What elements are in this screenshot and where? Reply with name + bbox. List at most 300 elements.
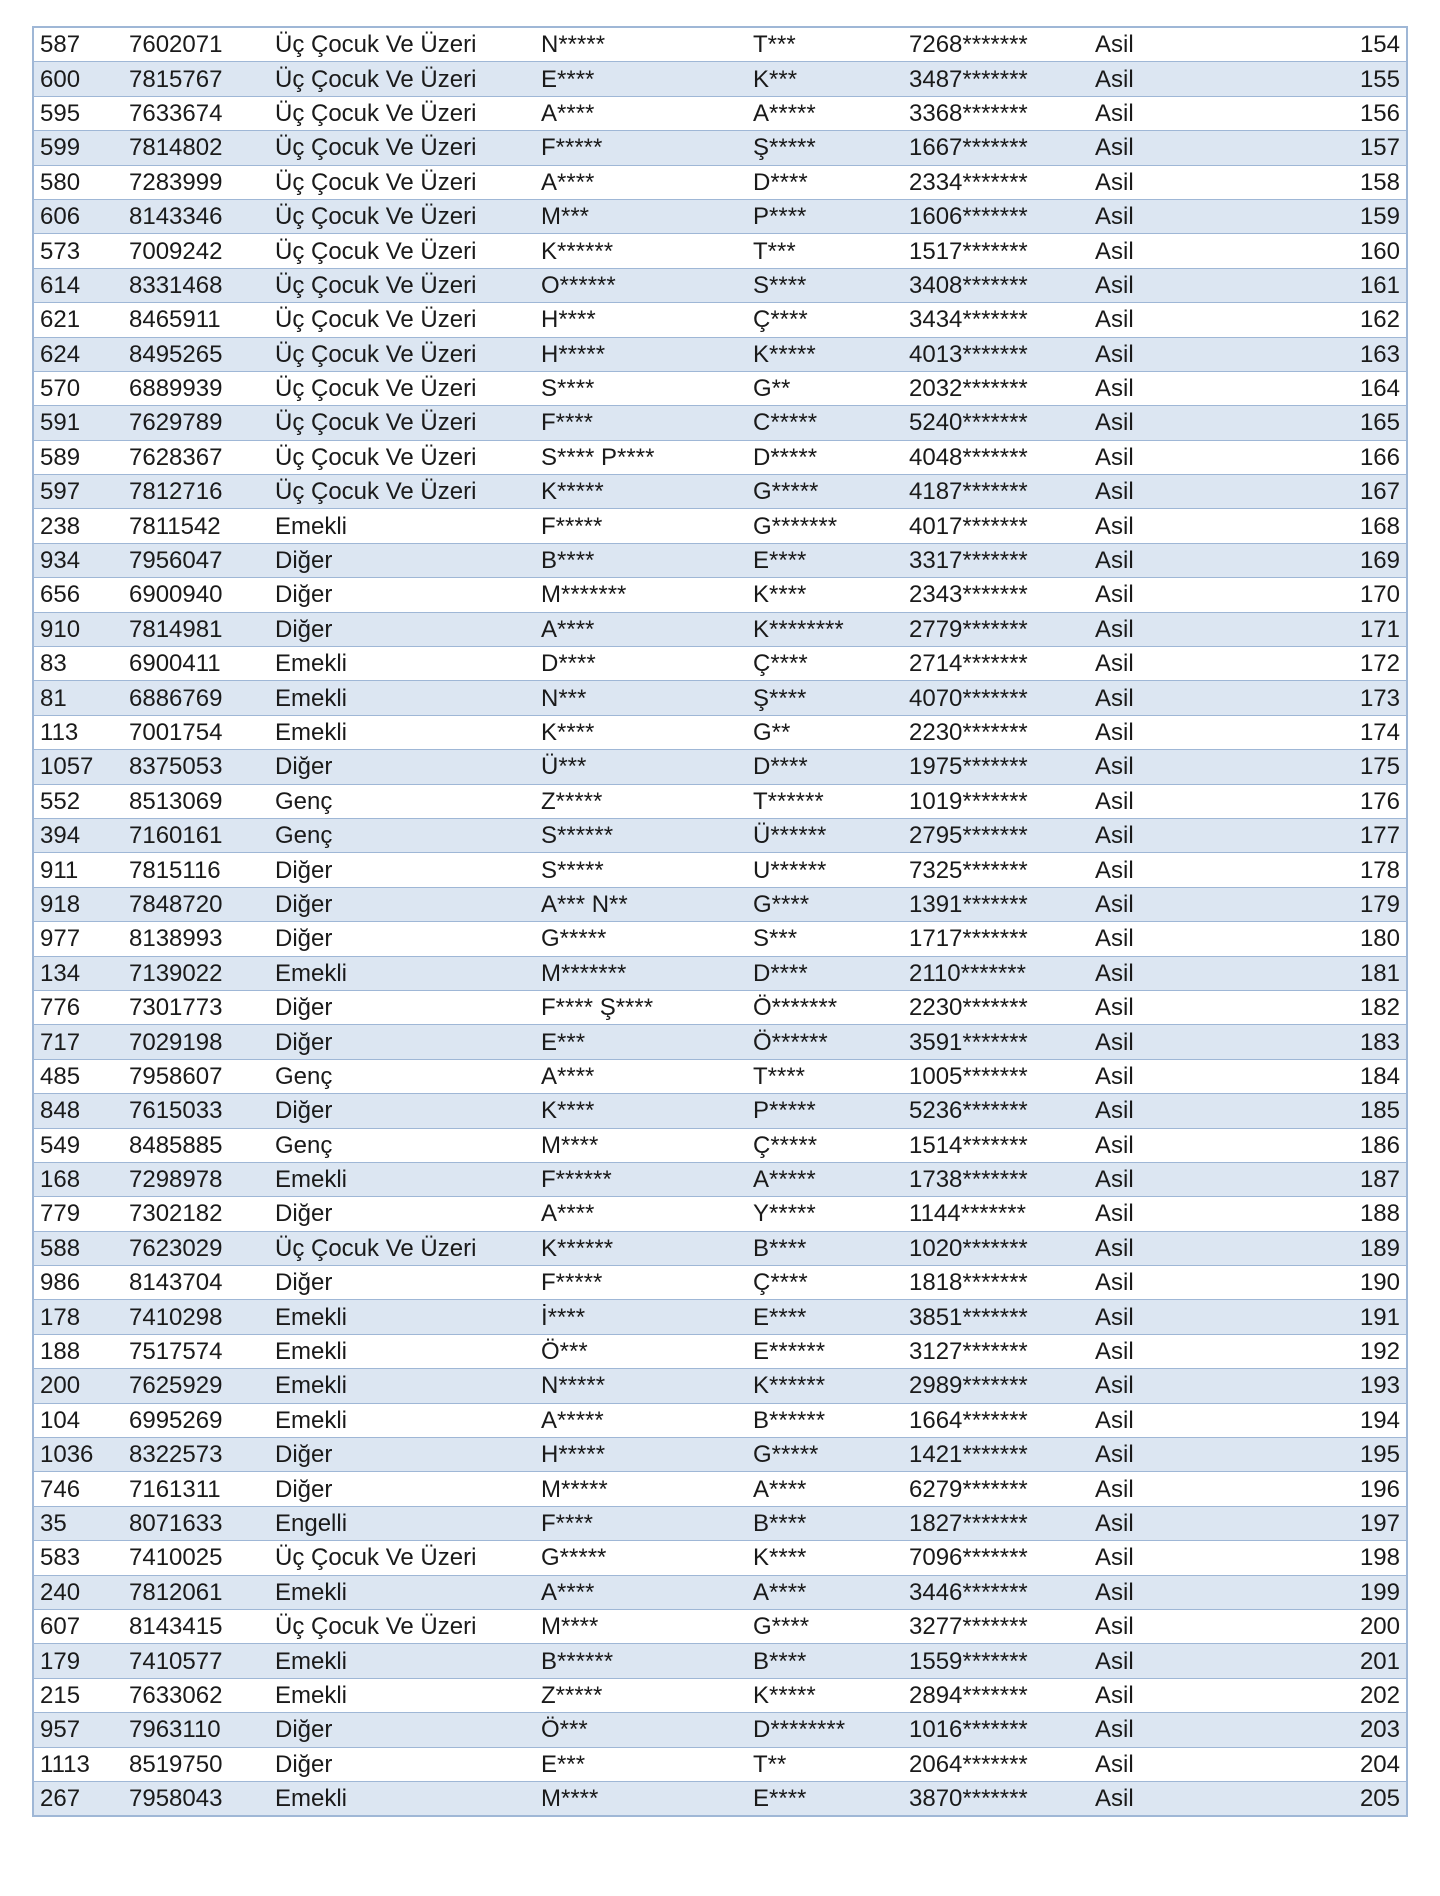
- cell-order-no: 168: [1269, 509, 1407, 543]
- table-row: [33, 681, 1407, 715]
- cell-id-number-masked: 2779*******: [903, 612, 1089, 646]
- results-sheet: [32, 26, 1406, 1817]
- cell-id-number-masked: 2795*******: [903, 818, 1089, 852]
- cell-id-number-masked: 1827*******: [903, 1506, 1089, 1540]
- cell-last-name-masked: K*****: [747, 337, 903, 371]
- cell-first-name-masked: İ****: [535, 1300, 747, 1334]
- cell-last-name-masked: P****: [747, 199, 903, 233]
- table-row: [33, 1506, 1407, 1540]
- cell-order-no: 195: [1269, 1438, 1407, 1472]
- table-row: [33, 543, 1407, 577]
- cell-id-number-masked: 1391*******: [903, 887, 1089, 921]
- cell-reference-no: 6995269: [123, 1403, 269, 1437]
- cell-order-no: 205: [1269, 1781, 1407, 1816]
- cell-first-name-masked: Ö***: [535, 1334, 747, 1368]
- cell-first-name-masked: M*******: [535, 956, 747, 990]
- cell-first-name-masked: Ü***: [535, 750, 747, 784]
- cell-first-name-masked: N***: [535, 681, 747, 715]
- cell-last-name-masked: E****: [747, 543, 903, 577]
- cell-first-name-masked: M****: [535, 1781, 747, 1816]
- cell-first-name-masked: A*****: [535, 1403, 747, 1437]
- cell-id-number-masked: 2230*******: [903, 990, 1089, 1024]
- cell-last-name-masked: E****: [747, 1300, 903, 1334]
- cell-last-name-masked: B****: [747, 1506, 903, 1540]
- cell-id-number-masked: 1016*******: [903, 1713, 1089, 1747]
- cell-id-number-masked: 2989*******: [903, 1369, 1089, 1403]
- cell-last-name-masked: G*****: [747, 475, 903, 509]
- cell-application-no: 549: [33, 1128, 123, 1162]
- cell-status: Asil: [1089, 509, 1269, 543]
- cell-reference-no: 8519750: [123, 1747, 269, 1781]
- cell-last-name-masked: A*****: [747, 1162, 903, 1196]
- cell-status: Asil: [1089, 1506, 1269, 1540]
- cell-order-no: 192: [1269, 1334, 1407, 1368]
- cell-id-number-masked: 3591*******: [903, 1025, 1089, 1059]
- cell-reference-no: 7161311: [123, 1472, 269, 1506]
- cell-reference-no: 6886769: [123, 681, 269, 715]
- cell-status: Asil: [1089, 165, 1269, 199]
- table-row: [33, 1369, 1407, 1403]
- cell-reference-no: 7848720: [123, 887, 269, 921]
- cell-status: Asil: [1089, 1403, 1269, 1437]
- cell-order-no: 186: [1269, 1128, 1407, 1162]
- cell-reference-no: 7956047: [123, 543, 269, 577]
- cell-category: Genç: [269, 1059, 535, 1093]
- cell-application-no: 178: [33, 1300, 123, 1334]
- cell-status: Asil: [1089, 303, 1269, 337]
- cell-order-no: 199: [1269, 1575, 1407, 1609]
- cell-category: Üç Çocuk Ve Üzeri: [269, 62, 535, 96]
- cell-application-no: 600: [33, 62, 123, 96]
- cell-category: Üç Çocuk Ve Üzeri: [269, 371, 535, 405]
- cell-status: Asil: [1089, 543, 1269, 577]
- table-row: [33, 612, 1407, 646]
- cell-id-number-masked: 2334*******: [903, 165, 1089, 199]
- cell-order-no: 161: [1269, 268, 1407, 302]
- cell-category: Üç Çocuk Ve Üzeri: [269, 337, 535, 371]
- cell-reference-no: 8375053: [123, 750, 269, 784]
- cell-order-no: 167: [1269, 475, 1407, 509]
- cell-application-no: 776: [33, 990, 123, 1024]
- cell-category: Genç: [269, 818, 535, 852]
- table-row: [33, 922, 1407, 956]
- cell-application-no: 113: [33, 715, 123, 749]
- cell-id-number-masked: 1421*******: [903, 1438, 1089, 1472]
- cell-application-no: 1113: [33, 1747, 123, 1781]
- cell-status: Asil: [1089, 27, 1269, 62]
- cell-order-no: 193: [1269, 1369, 1407, 1403]
- cell-first-name-masked: M*****: [535, 1472, 747, 1506]
- cell-first-name-masked: H*****: [535, 337, 747, 371]
- cell-last-name-masked: D****: [747, 165, 903, 199]
- cell-category: Üç Çocuk Ve Üzeri: [269, 27, 535, 62]
- table-row: [33, 990, 1407, 1024]
- cell-last-name-masked: U******: [747, 853, 903, 887]
- cell-first-name-masked: Z*****: [535, 1678, 747, 1712]
- cell-application-no: 918: [33, 887, 123, 921]
- cell-status: Asil: [1089, 1747, 1269, 1781]
- table-row: [33, 406, 1407, 440]
- cell-order-no: 159: [1269, 199, 1407, 233]
- cell-application-no: 188: [33, 1334, 123, 1368]
- cell-last-name-masked: E****: [747, 1781, 903, 1816]
- cell-last-name-masked: Ş****: [747, 681, 903, 715]
- cell-application-no: 1036: [33, 1438, 123, 1472]
- cell-id-number-masked: 3446*******: [903, 1575, 1089, 1609]
- cell-reference-no: 7628367: [123, 440, 269, 474]
- cell-first-name-masked: N*****: [535, 27, 747, 62]
- table-row: [33, 337, 1407, 371]
- cell-order-no: 175: [1269, 750, 1407, 784]
- cell-status: Asil: [1089, 440, 1269, 474]
- cell-last-name-masked: T******: [747, 784, 903, 818]
- table-body: [33, 27, 1407, 1816]
- cell-first-name-masked: S****: [535, 371, 747, 405]
- cell-first-name-masked: M****: [535, 1128, 747, 1162]
- cell-first-name-masked: F*****: [535, 131, 747, 165]
- cell-id-number-masked: 7096*******: [903, 1541, 1089, 1575]
- cell-first-name-masked: Z*****: [535, 784, 747, 818]
- cell-status: Asil: [1089, 1128, 1269, 1162]
- cell-first-name-masked: F**** Ş****: [535, 990, 747, 1024]
- cell-category: Diğer: [269, 1266, 535, 1300]
- cell-status: Asil: [1089, 234, 1269, 268]
- cell-status: Asil: [1089, 784, 1269, 818]
- cell-category: Genç: [269, 1128, 535, 1162]
- cell-status: Asil: [1089, 853, 1269, 887]
- cell-reference-no: 8495265: [123, 337, 269, 371]
- cell-first-name-masked: A****: [535, 612, 747, 646]
- cell-reference-no: 7623029: [123, 1231, 269, 1265]
- cell-id-number-masked: 1517*******: [903, 234, 1089, 268]
- cell-application-no: 1057: [33, 750, 123, 784]
- cell-application-no: 656: [33, 578, 123, 612]
- table-row: [33, 1438, 1407, 1472]
- cell-last-name-masked: C*****: [747, 406, 903, 440]
- cell-id-number-masked: 3317*******: [903, 543, 1089, 577]
- cell-first-name-masked: B******: [535, 1644, 747, 1678]
- cell-category: Üç Çocuk Ve Üzeri: [269, 1609, 535, 1643]
- cell-last-name-masked: S***: [747, 922, 903, 956]
- cell-application-no: 624: [33, 337, 123, 371]
- cell-status: Asil: [1089, 1541, 1269, 1575]
- table-row: [33, 131, 1407, 165]
- cell-reference-no: 8513069: [123, 784, 269, 818]
- cell-status: Asil: [1089, 1609, 1269, 1643]
- table-row: [33, 853, 1407, 887]
- cell-category: Emekli: [269, 1403, 535, 1437]
- cell-reference-no: 8143415: [123, 1609, 269, 1643]
- cell-category: Üç Çocuk Ve Üzeri: [269, 475, 535, 509]
- cell-application-no: 104: [33, 1403, 123, 1437]
- table-row: [33, 1678, 1407, 1712]
- cell-category: Emekli: [269, 1369, 535, 1403]
- table-row: [33, 62, 1407, 96]
- table-row: [33, 96, 1407, 130]
- cell-status: Asil: [1089, 887, 1269, 921]
- table-row: [33, 199, 1407, 233]
- cell-reference-no: 7410025: [123, 1541, 269, 1575]
- table-row: [33, 1403, 1407, 1437]
- cell-application-no: 485: [33, 1059, 123, 1093]
- cell-reference-no: 8143346: [123, 199, 269, 233]
- cell-id-number-masked: 2714*******: [903, 647, 1089, 681]
- cell-status: Asil: [1089, 578, 1269, 612]
- cell-order-no: 172: [1269, 647, 1407, 681]
- table-row: [33, 647, 1407, 681]
- cell-status: Asil: [1089, 715, 1269, 749]
- cell-application-no: 81: [33, 681, 123, 715]
- cell-id-number-masked: 2110*******: [903, 956, 1089, 990]
- cell-order-no: 185: [1269, 1094, 1407, 1128]
- cell-order-no: 157: [1269, 131, 1407, 165]
- cell-category: Üç Çocuk Ve Üzeri: [269, 440, 535, 474]
- table-row: [33, 578, 1407, 612]
- cell-order-no: 204: [1269, 1747, 1407, 1781]
- cell-last-name-masked: T**: [747, 1747, 903, 1781]
- cell-application-no: 934: [33, 543, 123, 577]
- table-row: [33, 784, 1407, 818]
- cell-order-no: 177: [1269, 818, 1407, 852]
- cell-order-no: 166: [1269, 440, 1407, 474]
- cell-first-name-masked: S******: [535, 818, 747, 852]
- cell-last-name-masked: G**: [747, 715, 903, 749]
- cell-last-name-masked: Ö*******: [747, 990, 903, 1024]
- cell-order-no: 183: [1269, 1025, 1407, 1059]
- cell-id-number-masked: 7268*******: [903, 27, 1089, 62]
- cell-reference-no: 7814802: [123, 131, 269, 165]
- cell-reference-no: 7633062: [123, 1678, 269, 1712]
- table-row: [33, 818, 1407, 852]
- cell-id-number-masked: 4013*******: [903, 337, 1089, 371]
- cell-reference-no: 7625929: [123, 1369, 269, 1403]
- table-row: [33, 1025, 1407, 1059]
- cell-category: Diğer: [269, 1025, 535, 1059]
- cell-order-no: 171: [1269, 612, 1407, 646]
- table-row: [33, 1162, 1407, 1196]
- cell-category: Emekli: [269, 509, 535, 543]
- cell-status: Asil: [1089, 1059, 1269, 1093]
- table-row: [33, 268, 1407, 302]
- cell-status: Asil: [1089, 96, 1269, 130]
- cell-last-name-masked: Ç****: [747, 1266, 903, 1300]
- cell-order-no: 202: [1269, 1678, 1407, 1712]
- table-row: [33, 1541, 1407, 1575]
- cell-order-no: 196: [1269, 1472, 1407, 1506]
- cell-application-no: 910: [33, 612, 123, 646]
- cell-last-name-masked: K******: [747, 1369, 903, 1403]
- cell-category: Emekli: [269, 956, 535, 990]
- cell-reference-no: 7160161: [123, 818, 269, 852]
- cell-last-name-masked: Ç****: [747, 303, 903, 337]
- table-row: [33, 1094, 1407, 1128]
- cell-first-name-masked: A****: [535, 1575, 747, 1609]
- cell-category: Diğer: [269, 853, 535, 887]
- cell-status: Asil: [1089, 1231, 1269, 1265]
- cell-reference-no: 8143704: [123, 1266, 269, 1300]
- cell-first-name-masked: F****: [535, 1506, 747, 1540]
- cell-id-number-masked: 1738*******: [903, 1162, 1089, 1196]
- cell-reference-no: 8331468: [123, 268, 269, 302]
- cell-last-name-masked: A*****: [747, 96, 903, 130]
- cell-application-no: 621: [33, 303, 123, 337]
- cell-order-no: 178: [1269, 853, 1407, 887]
- cell-order-no: 190: [1269, 1266, 1407, 1300]
- cell-id-number-masked: 3870*******: [903, 1781, 1089, 1816]
- table-row: [33, 1197, 1407, 1231]
- cell-status: Asil: [1089, 1713, 1269, 1747]
- cell-last-name-masked: D*****: [747, 440, 903, 474]
- cell-status: Asil: [1089, 647, 1269, 681]
- cell-reference-no: 8322573: [123, 1438, 269, 1472]
- cell-id-number-masked: 3408*******: [903, 268, 1089, 302]
- cell-application-no: 215: [33, 1678, 123, 1712]
- table-row: [33, 1575, 1407, 1609]
- cell-first-name-masked: F*****: [535, 509, 747, 543]
- cell-application-no: 83: [33, 647, 123, 681]
- cell-application-no: 588: [33, 1231, 123, 1265]
- table-row: [33, 1472, 1407, 1506]
- cell-first-name-masked: K******: [535, 234, 747, 268]
- cell-order-no: 173: [1269, 681, 1407, 715]
- table-row: [33, 1644, 1407, 1678]
- cell-order-no: 203: [1269, 1713, 1407, 1747]
- cell-reference-no: 6889939: [123, 371, 269, 405]
- cell-category: Üç Çocuk Ve Üzeri: [269, 303, 535, 337]
- cell-reference-no: 7958043: [123, 1781, 269, 1816]
- cell-id-number-masked: 2064*******: [903, 1747, 1089, 1781]
- cell-last-name-masked: G**: [747, 371, 903, 405]
- cell-last-name-masked: S****: [747, 268, 903, 302]
- cell-application-no: 587: [33, 27, 123, 62]
- cell-application-no: 168: [33, 1162, 123, 1196]
- cell-order-no: 174: [1269, 715, 1407, 749]
- cell-status: Asil: [1089, 1369, 1269, 1403]
- cell-application-no: 986: [33, 1266, 123, 1300]
- cell-category: Diğer: [269, 887, 535, 921]
- cell-status: Asil: [1089, 1094, 1269, 1128]
- cell-first-name-masked: D****: [535, 647, 747, 681]
- cell-status: Asil: [1089, 62, 1269, 96]
- cell-reference-no: 7811542: [123, 509, 269, 543]
- cell-category: Diğer: [269, 1438, 535, 1472]
- cell-category: Emekli: [269, 1300, 535, 1334]
- cell-application-no: 570: [33, 371, 123, 405]
- cell-id-number-masked: 1514*******: [903, 1128, 1089, 1162]
- cell-first-name-masked: S**** P****: [535, 440, 747, 474]
- table-row: [33, 1609, 1407, 1643]
- cell-category: Emekli: [269, 1575, 535, 1609]
- cell-category: Diğer: [269, 1197, 535, 1231]
- cell-status: Asil: [1089, 612, 1269, 646]
- cell-id-number-masked: 1005*******: [903, 1059, 1089, 1093]
- cell-id-number-masked: 2343*******: [903, 578, 1089, 612]
- cell-last-name-masked: T****: [747, 1059, 903, 1093]
- cell-last-name-masked: G****: [747, 887, 903, 921]
- table-row: [33, 440, 1407, 474]
- cell-first-name-masked: H*****: [535, 1438, 747, 1472]
- cell-reference-no: 7302182: [123, 1197, 269, 1231]
- table-row: [33, 27, 1407, 62]
- cell-last-name-masked: K*****: [747, 1678, 903, 1712]
- cell-application-no: 614: [33, 268, 123, 302]
- cell-status: Asil: [1089, 1781, 1269, 1816]
- cell-first-name-masked: A****: [535, 1197, 747, 1231]
- cell-first-name-masked: G*****: [535, 1541, 747, 1575]
- cell-reference-no: 7963110: [123, 1713, 269, 1747]
- cell-reference-no: 7410577: [123, 1644, 269, 1678]
- cell-first-name-masked: B****: [535, 543, 747, 577]
- cell-first-name-masked: A****: [535, 96, 747, 130]
- cell-application-no: 597: [33, 475, 123, 509]
- cell-status: Asil: [1089, 199, 1269, 233]
- cell-status: Asil: [1089, 337, 1269, 371]
- cell-application-no: 717: [33, 1025, 123, 1059]
- cell-id-number-masked: 3487*******: [903, 62, 1089, 96]
- cell-id-number-masked: 2894*******: [903, 1678, 1089, 1712]
- cell-reference-no: 8465911: [123, 303, 269, 337]
- cell-first-name-masked: Ö***: [535, 1713, 747, 1747]
- cell-order-no: 198: [1269, 1541, 1407, 1575]
- table-row: [33, 371, 1407, 405]
- cell-order-no: 182: [1269, 990, 1407, 1024]
- table-row: [33, 1334, 1407, 1368]
- cell-order-no: 156: [1269, 96, 1407, 130]
- cell-first-name-masked: E***: [535, 1747, 747, 1781]
- cell-last-name-masked: Ç*****: [747, 1128, 903, 1162]
- cell-application-no: 267: [33, 1781, 123, 1816]
- cell-last-name-masked: Ü******: [747, 818, 903, 852]
- cell-id-number-masked: 3851*******: [903, 1300, 1089, 1334]
- cell-order-no: 179: [1269, 887, 1407, 921]
- table-row: [33, 165, 1407, 199]
- cell-order-no: 165: [1269, 406, 1407, 440]
- cell-application-no: 957: [33, 1713, 123, 1747]
- cell-reference-no: 7301773: [123, 990, 269, 1024]
- cell-order-no: 200: [1269, 1609, 1407, 1643]
- cell-last-name-masked: G****: [747, 1609, 903, 1643]
- cell-status: Asil: [1089, 922, 1269, 956]
- cell-first-name-masked: G*****: [535, 922, 747, 956]
- cell-last-name-masked: T***: [747, 27, 903, 62]
- cell-reference-no: 7629789: [123, 406, 269, 440]
- table-row: [33, 509, 1407, 543]
- cell-status: Asil: [1089, 1472, 1269, 1506]
- cell-status: Asil: [1089, 1266, 1269, 1300]
- cell-first-name-masked: K*****: [535, 475, 747, 509]
- cell-order-no: 184: [1269, 1059, 1407, 1093]
- table-row: [33, 303, 1407, 337]
- cell-id-number-masked: 1606*******: [903, 199, 1089, 233]
- cell-first-name-masked: F****: [535, 406, 747, 440]
- cell-application-no: 240: [33, 1575, 123, 1609]
- cell-last-name-masked: T***: [747, 234, 903, 268]
- cell-first-name-masked: E***: [535, 1025, 747, 1059]
- cell-order-no: 180: [1269, 922, 1407, 956]
- cell-reference-no: 8071633: [123, 1506, 269, 1540]
- cell-reference-no: 7814981: [123, 612, 269, 646]
- cell-order-no: 158: [1269, 165, 1407, 199]
- cell-category: Diğer: [269, 1747, 535, 1781]
- cell-id-number-masked: 3434*******: [903, 303, 1089, 337]
- cell-last-name-masked: G*******: [747, 509, 903, 543]
- cell-order-no: 189: [1269, 1231, 1407, 1265]
- cell-reference-no: 8485885: [123, 1128, 269, 1162]
- cell-order-no: 194: [1269, 1403, 1407, 1437]
- table-row: [33, 1266, 1407, 1300]
- table-row: [33, 475, 1407, 509]
- cell-id-number-masked: 4017*******: [903, 509, 1089, 543]
